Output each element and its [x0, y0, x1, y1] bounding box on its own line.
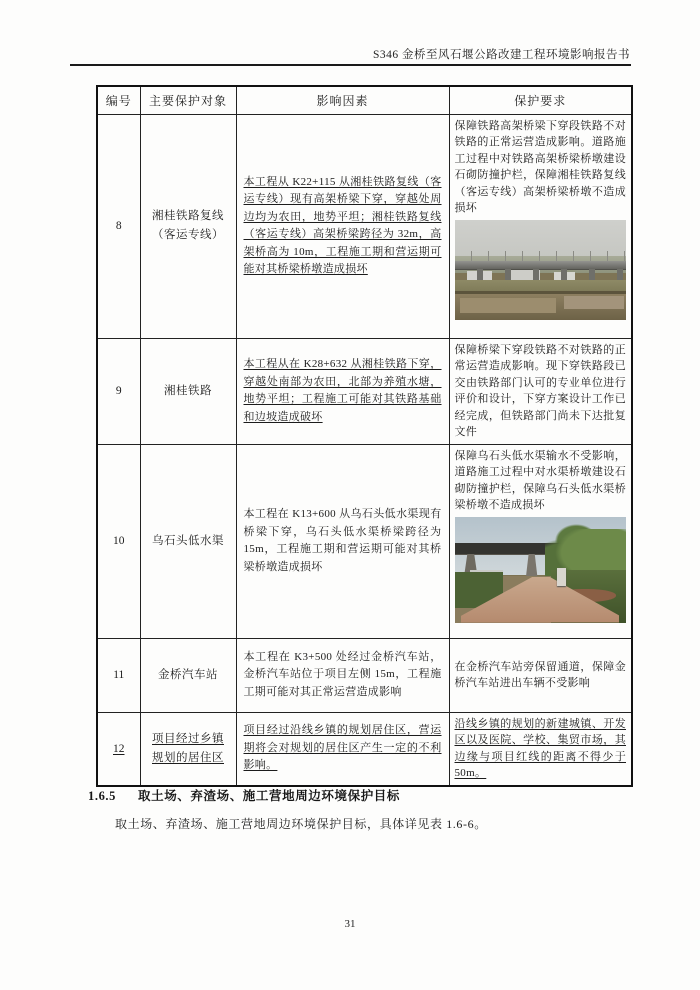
header-divider	[70, 64, 631, 66]
photo1-catenary-poles	[455, 251, 627, 261]
cell-impact	[236, 638, 449, 712]
requirement-text: 在金桥汽车站旁保留通道，保障金桥汽车站进出车辆不受影响	[454, 660, 626, 689]
target-label: 项目经过乡镇规划的居住区	[152, 732, 224, 764]
section-title: 取土场、弃渣场、施工营地周边环境保护目标	[138, 789, 401, 803]
table-row	[97, 114, 632, 338]
impact-text: 本工程在 K3+500 处经过金桥汽车站，金桥汽车站位于项目左侧 15m，工程施工期可能对其正常运营造成影响	[243, 650, 442, 698]
target-label: 乌石头低水渠	[152, 534, 224, 547]
cell-impact	[236, 338, 449, 444]
impact-text: 本工程在 K13+600 从乌石头低水渠现有桥梁下穿，乌石头低水渠桥梁跨径为 15m，工程施工期和营运期可能对其桥梁桥墩造成损坏	[243, 508, 442, 573]
protection-targets-table	[96, 85, 633, 787]
col-header-impact: 影响因素	[236, 86, 449, 114]
photo2-white-monument	[557, 568, 566, 586]
impact-text: 项目经过沿线乡镇的规划居住区，营运期将会对规划的居住区产生一定的不利影响。	[243, 724, 442, 772]
photo1-paddy-water	[564, 296, 624, 309]
row-number: 10	[113, 535, 125, 547]
impact-text: 本工程从在 K28+632 从湘桂铁路下穿，穿越处南部为农田，北部为养殖水塘，地势平坦；工程施工可能对其铁路基础和边坡造成破坏	[243, 358, 442, 423]
cell-number	[97, 712, 140, 786]
cell-requirement	[449, 638, 632, 712]
section-number: 1.6.5	[88, 789, 116, 803]
target-label: 金桥汽车站	[158, 668, 218, 681]
requirement-text: 保障铁路高架桥梁下穿段铁路不对铁路的正常运营造成影响。道路施工过程中对铁路高架桥梁桥墩建设石砌防撞护栏，保障湘桂铁路复线（客运专线）高架桥梁桥墩不造成损坏	[454, 119, 626, 214]
cell-target	[140, 712, 236, 786]
cell-number	[97, 114, 140, 338]
requirement-text: 保障桥梁下穿段铁路不对铁路的正常运营造成影响。现下穿铁路段已交由铁路部门认可的专业单位进行评价和设计，下穿方案设计工作已经完成，但铁路部门尚未下达批复文件	[454, 343, 626, 438]
impact-text: 本工程从 K22+115 从湘桂铁路复线（客运专线）现有高架桥梁下穿，穿越处周边均为农田，地势平坦；湘桂铁路复线（客运专线）高架桥梁跨径为 32m，高架桥高为 10m，工程施工期和营运期可能对其桥梁桥墩造成损坏	[243, 175, 442, 275]
photo-railway-viaduct-over-paddy-fields	[455, 220, 627, 320]
document-header	[70, 46, 630, 62]
cell-target	[140, 114, 236, 338]
section-heading	[88, 786, 400, 804]
table-header-row	[97, 86, 632, 114]
cell-impact	[236, 114, 449, 338]
photo1-paddy-water	[460, 298, 556, 313]
cell-target	[140, 444, 236, 638]
document-title: S346 金桥至风石堰公路改建工程环境影响报告书	[372, 49, 630, 61]
row-number: 12	[113, 742, 125, 755]
col-header-requirement: 保护要求	[449, 86, 632, 114]
cell-number	[97, 338, 140, 444]
row-number: 8	[115, 220, 122, 232]
table-row	[97, 444, 632, 638]
table-row	[97, 712, 632, 786]
cell-number	[97, 638, 140, 712]
page-number: 31	[344, 918, 356, 930]
col-header-number: 编号	[97, 86, 140, 114]
cell-requirement	[449, 444, 632, 638]
requirement-text: 保障乌石头低水渠输水不受影响，道路施工过程中对水渠桥墩建设石砌防撞护栏，保障乌石头低水渠桥梁桥墩不造成损坏	[454, 449, 626, 511]
section-paragraph: 取土场、弃渣场、施工营地周边环境保护目标，具体详见表 1.6-6。	[115, 817, 487, 831]
requirement-text: 沿线乡镇的规划的新建城镇、开发区以及医院、学校、集贸市场，其边缘与项目红线的距离不得少于 50m。	[454, 717, 626, 779]
cell-requirement	[449, 338, 632, 444]
cell-impact	[236, 712, 449, 786]
target-label: 湘桂铁路	[164, 384, 212, 397]
photo1-viaduct-deck	[455, 261, 627, 269]
cell-target	[140, 638, 236, 712]
cell-impact	[236, 444, 449, 638]
cell-requirement	[449, 114, 632, 338]
row-number: 9	[115, 385, 122, 397]
photo-aqueduct-over-dirt-road	[455, 517, 627, 623]
target-label: 湘桂铁路复线（客运专线）	[152, 210, 224, 241]
row-number: 11	[113, 669, 125, 681]
col-header-target: 主要保护对象	[140, 86, 236, 114]
cell-requirement	[449, 712, 632, 786]
table-row	[97, 638, 632, 712]
cell-target	[140, 338, 236, 444]
table-row	[97, 338, 632, 444]
cell-number	[97, 444, 140, 638]
